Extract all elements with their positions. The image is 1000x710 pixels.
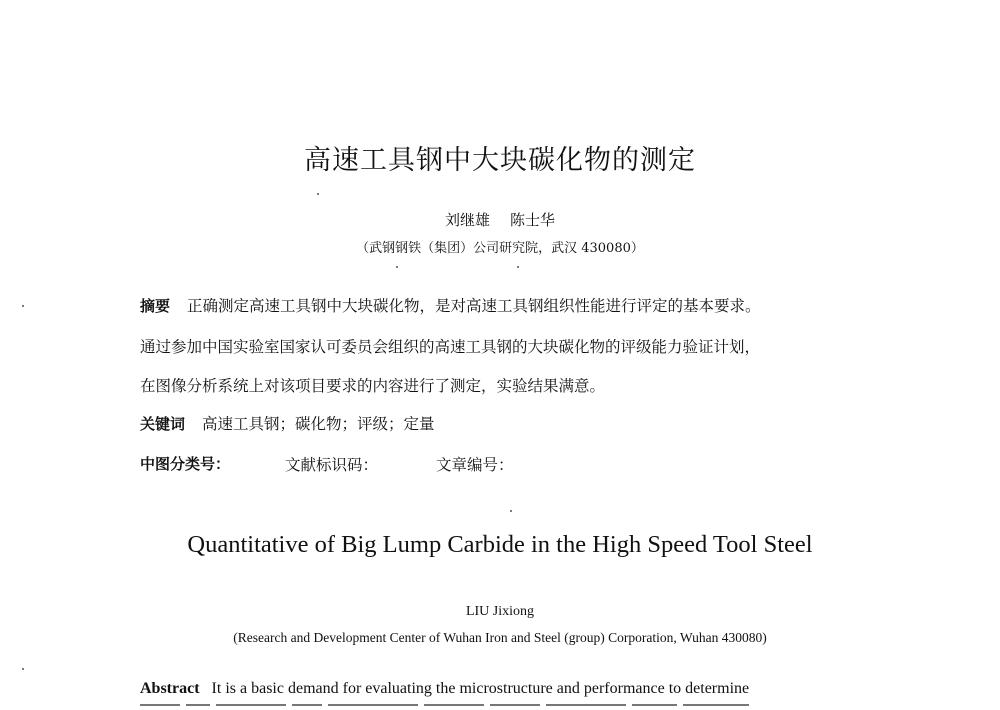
- article-number-label: 文章编号：: [436, 456, 514, 474]
- chinese-authors: [0, 209, 1000, 230]
- scan-speck: [396, 266, 398, 268]
- scan-speck: [317, 193, 319, 195]
- scan-speck: [22, 668, 24, 670]
- english-affiliation: (Research and Development Center of Wuhan Iron and Steel (group) Corporation, Wuhan 430080): [233, 630, 767, 645]
- scan-speck: [517, 266, 519, 268]
- abstract-label: 摘要: [140, 297, 171, 315]
- english-author: LIU Jixiong: [465, 604, 535, 619]
- author-name: 刘继雄: [444, 211, 490, 229]
- document-code-label: 文献标识码：: [285, 456, 379, 474]
- english-title: Quantitative of Big Lump Carbide in the High Speed Tool Steel: [187, 531, 813, 558]
- abstract-line: [140, 294, 760, 316]
- english-abstract-label: Abstract: [140, 680, 200, 697]
- english-abstract-line: [140, 680, 749, 698]
- chinese-title: 高速工具钢中大块碳化物的测定: [304, 145, 696, 176]
- keywords-text: 高速工具钢；碳化物；评级；定量: [201, 415, 435, 433]
- classification-label: 中图分类号：: [140, 455, 231, 473]
- english-abstract-text: It is a basic demand for evaluating the microstructure and performance to determine: [211, 680, 750, 697]
- scan-speck: [510, 510, 512, 512]
- abstract-line: 在图像分析系统上对该项目要求的内容进行了测定，实验结果满意。: [140, 377, 606, 395]
- scan-speck: [22, 305, 24, 307]
- author-name: 陈士华: [510, 211, 556, 229]
- keywords-line: [140, 412, 434, 434]
- chinese-affiliation: （武钢钢铁（集团）公司研究院，武汉 430080）: [356, 241, 644, 256]
- abstract-text: 正确测定高速工具钢中大块碳化物，是对高速工具钢组织性能进行评定的基本要求。: [186, 297, 761, 315]
- cut-off-text-line: [140, 704, 840, 710]
- abstract-line: 通过参加中国实验室国家认可委员会组织的高速工具钢的大块碳化物的评级能力验证计划，: [140, 338, 761, 356]
- keywords-label: 关键词: [140, 415, 186, 433]
